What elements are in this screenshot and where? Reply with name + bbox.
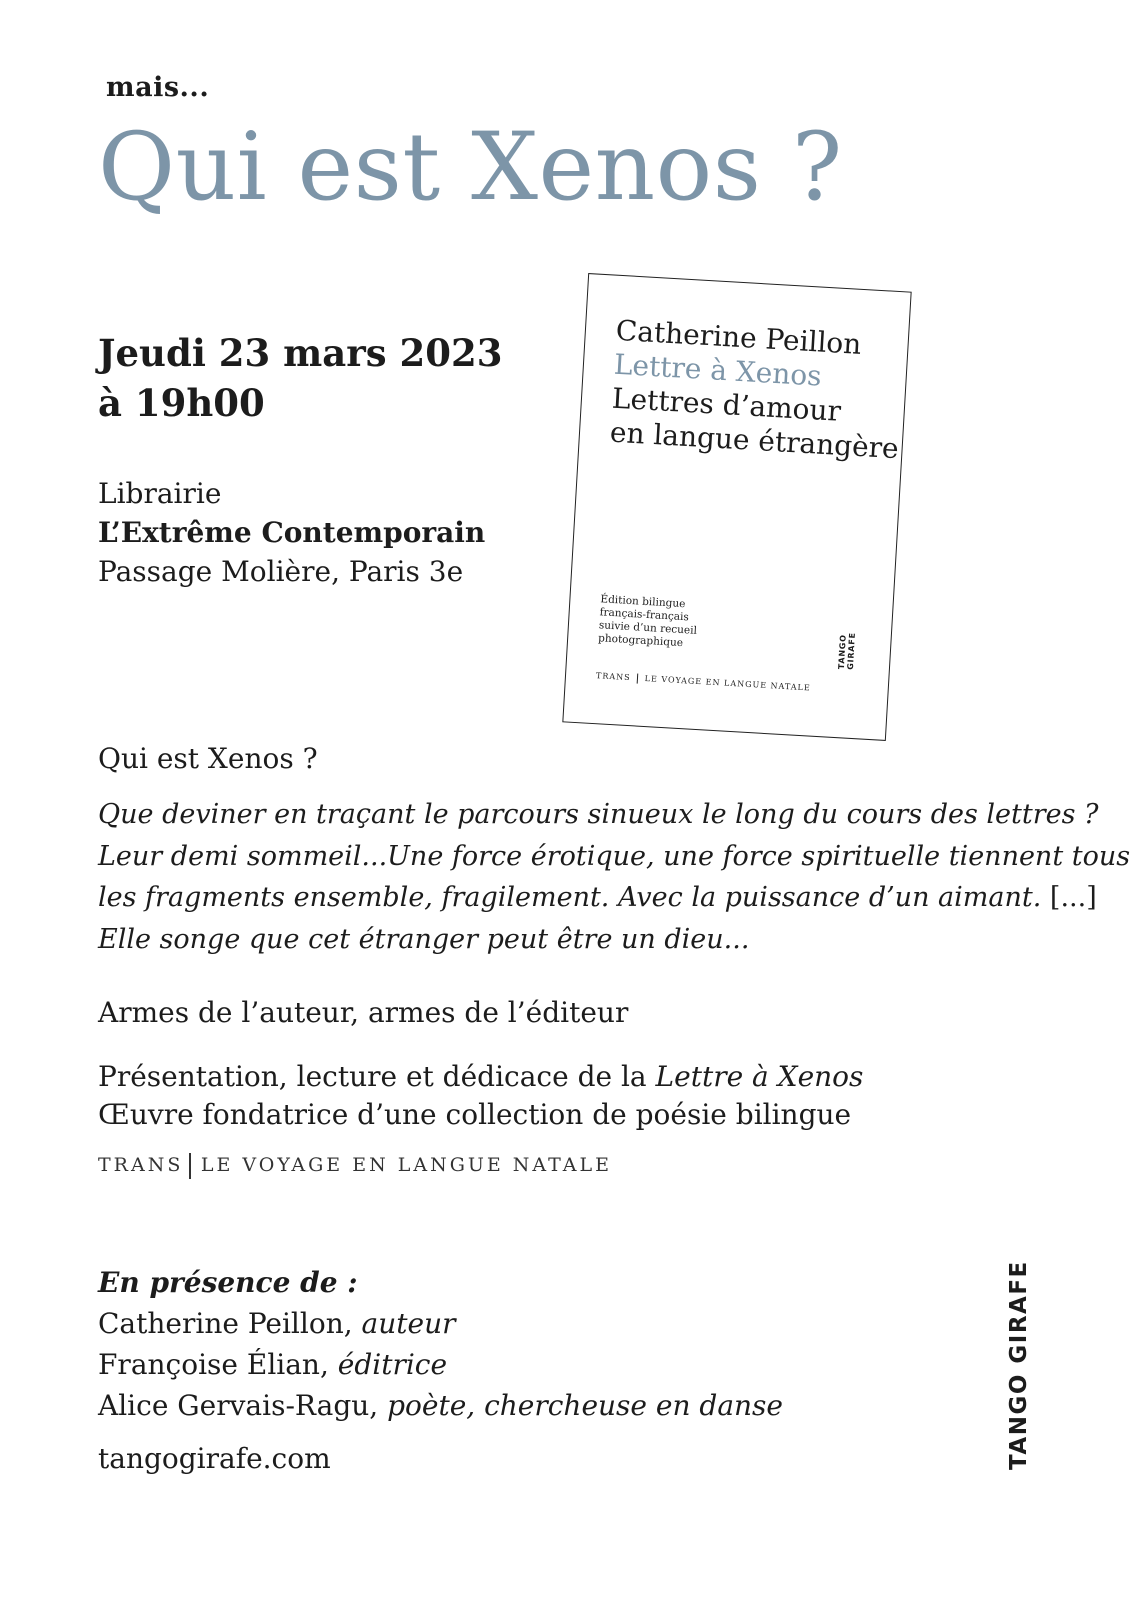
- event-date: [98, 328, 502, 428]
- oeuvre-line: Œuvre fondatrice d’une collection de poésie bilingue: [98, 1098, 852, 1131]
- quote-line: Leur demi sommeil...Une force érotique, une force spirituelle tiennent tous: [98, 840, 1131, 872]
- book-publisher: TANGO GIRAFE: [836, 631, 857, 671]
- presence-block: [98, 1262, 783, 1426]
- quote-line: les fragments ensemble, fragilement. Avec la puissance d’un aimant. [...]: [98, 882, 1097, 913]
- presence-person: Françoise Élian, éditrice: [98, 1348, 448, 1381]
- event-date-line: Jeudi 23 mars 2023: [98, 331, 503, 375]
- presence-heading: En présence de :: [98, 1266, 358, 1299]
- page-title: Qui est Xenos ?: [98, 113, 843, 222]
- presentation-block: [98, 1058, 863, 1134]
- quote-line: Elle songe que cet étranger peut être un dieu...: [98, 923, 750, 955]
- website-link[interactable]: tangogirafe.com: [98, 1442, 331, 1475]
- collection-divider: [189, 1153, 191, 1179]
- question-text: Qui est Xenos ?: [98, 742, 318, 775]
- quote-block: [98, 794, 1131, 960]
- arms-text: Armes de l’auteur, armes de l’éditeur: [98, 996, 629, 1029]
- presentation-line: Présentation, lecture et dédicace de la Lettre à Xenos: [98, 1060, 864, 1093]
- book-collection: TRANS LE VOYAGE EN LANGUE NATALE: [595, 671, 811, 693]
- book-author: Catherine Peillon: [615, 313, 863, 361]
- presence-person: Catherine Peillon, auteur: [98, 1307, 456, 1340]
- book-edition-note: Édition bilingue français-français suivie d’un recueil photographique: [597, 593, 698, 650]
- venue-address: Passage Molière, Paris 3e: [98, 555, 464, 588]
- event-time-line: à 19h00: [98, 381, 265, 425]
- book-subtitle: Lettres d’amour en langue étrangère: [609, 381, 900, 466]
- collection-logo: TRANS LE VOYAGE EN LANGUE NATALE: [98, 1153, 612, 1179]
- venue-type: Librairie: [98, 477, 222, 510]
- quote-line: Que deviner en traçant le parcours sinueux le long du cours des lettres ?: [98, 799, 1099, 830]
- venue-block: [98, 474, 485, 591]
- brand-logo: TANGO GIRAFE: [1006, 1260, 1032, 1470]
- book-cover-image: [562, 273, 911, 741]
- book-title: Lettre à Xenos: [613, 347, 823, 393]
- presence-person: Alice Gervais-Ragu, poète, chercheuse en danse: [98, 1389, 783, 1422]
- kicker-text: mais...: [106, 72, 210, 103]
- venue-name: L’Extrême Contemporain: [98, 516, 486, 549]
